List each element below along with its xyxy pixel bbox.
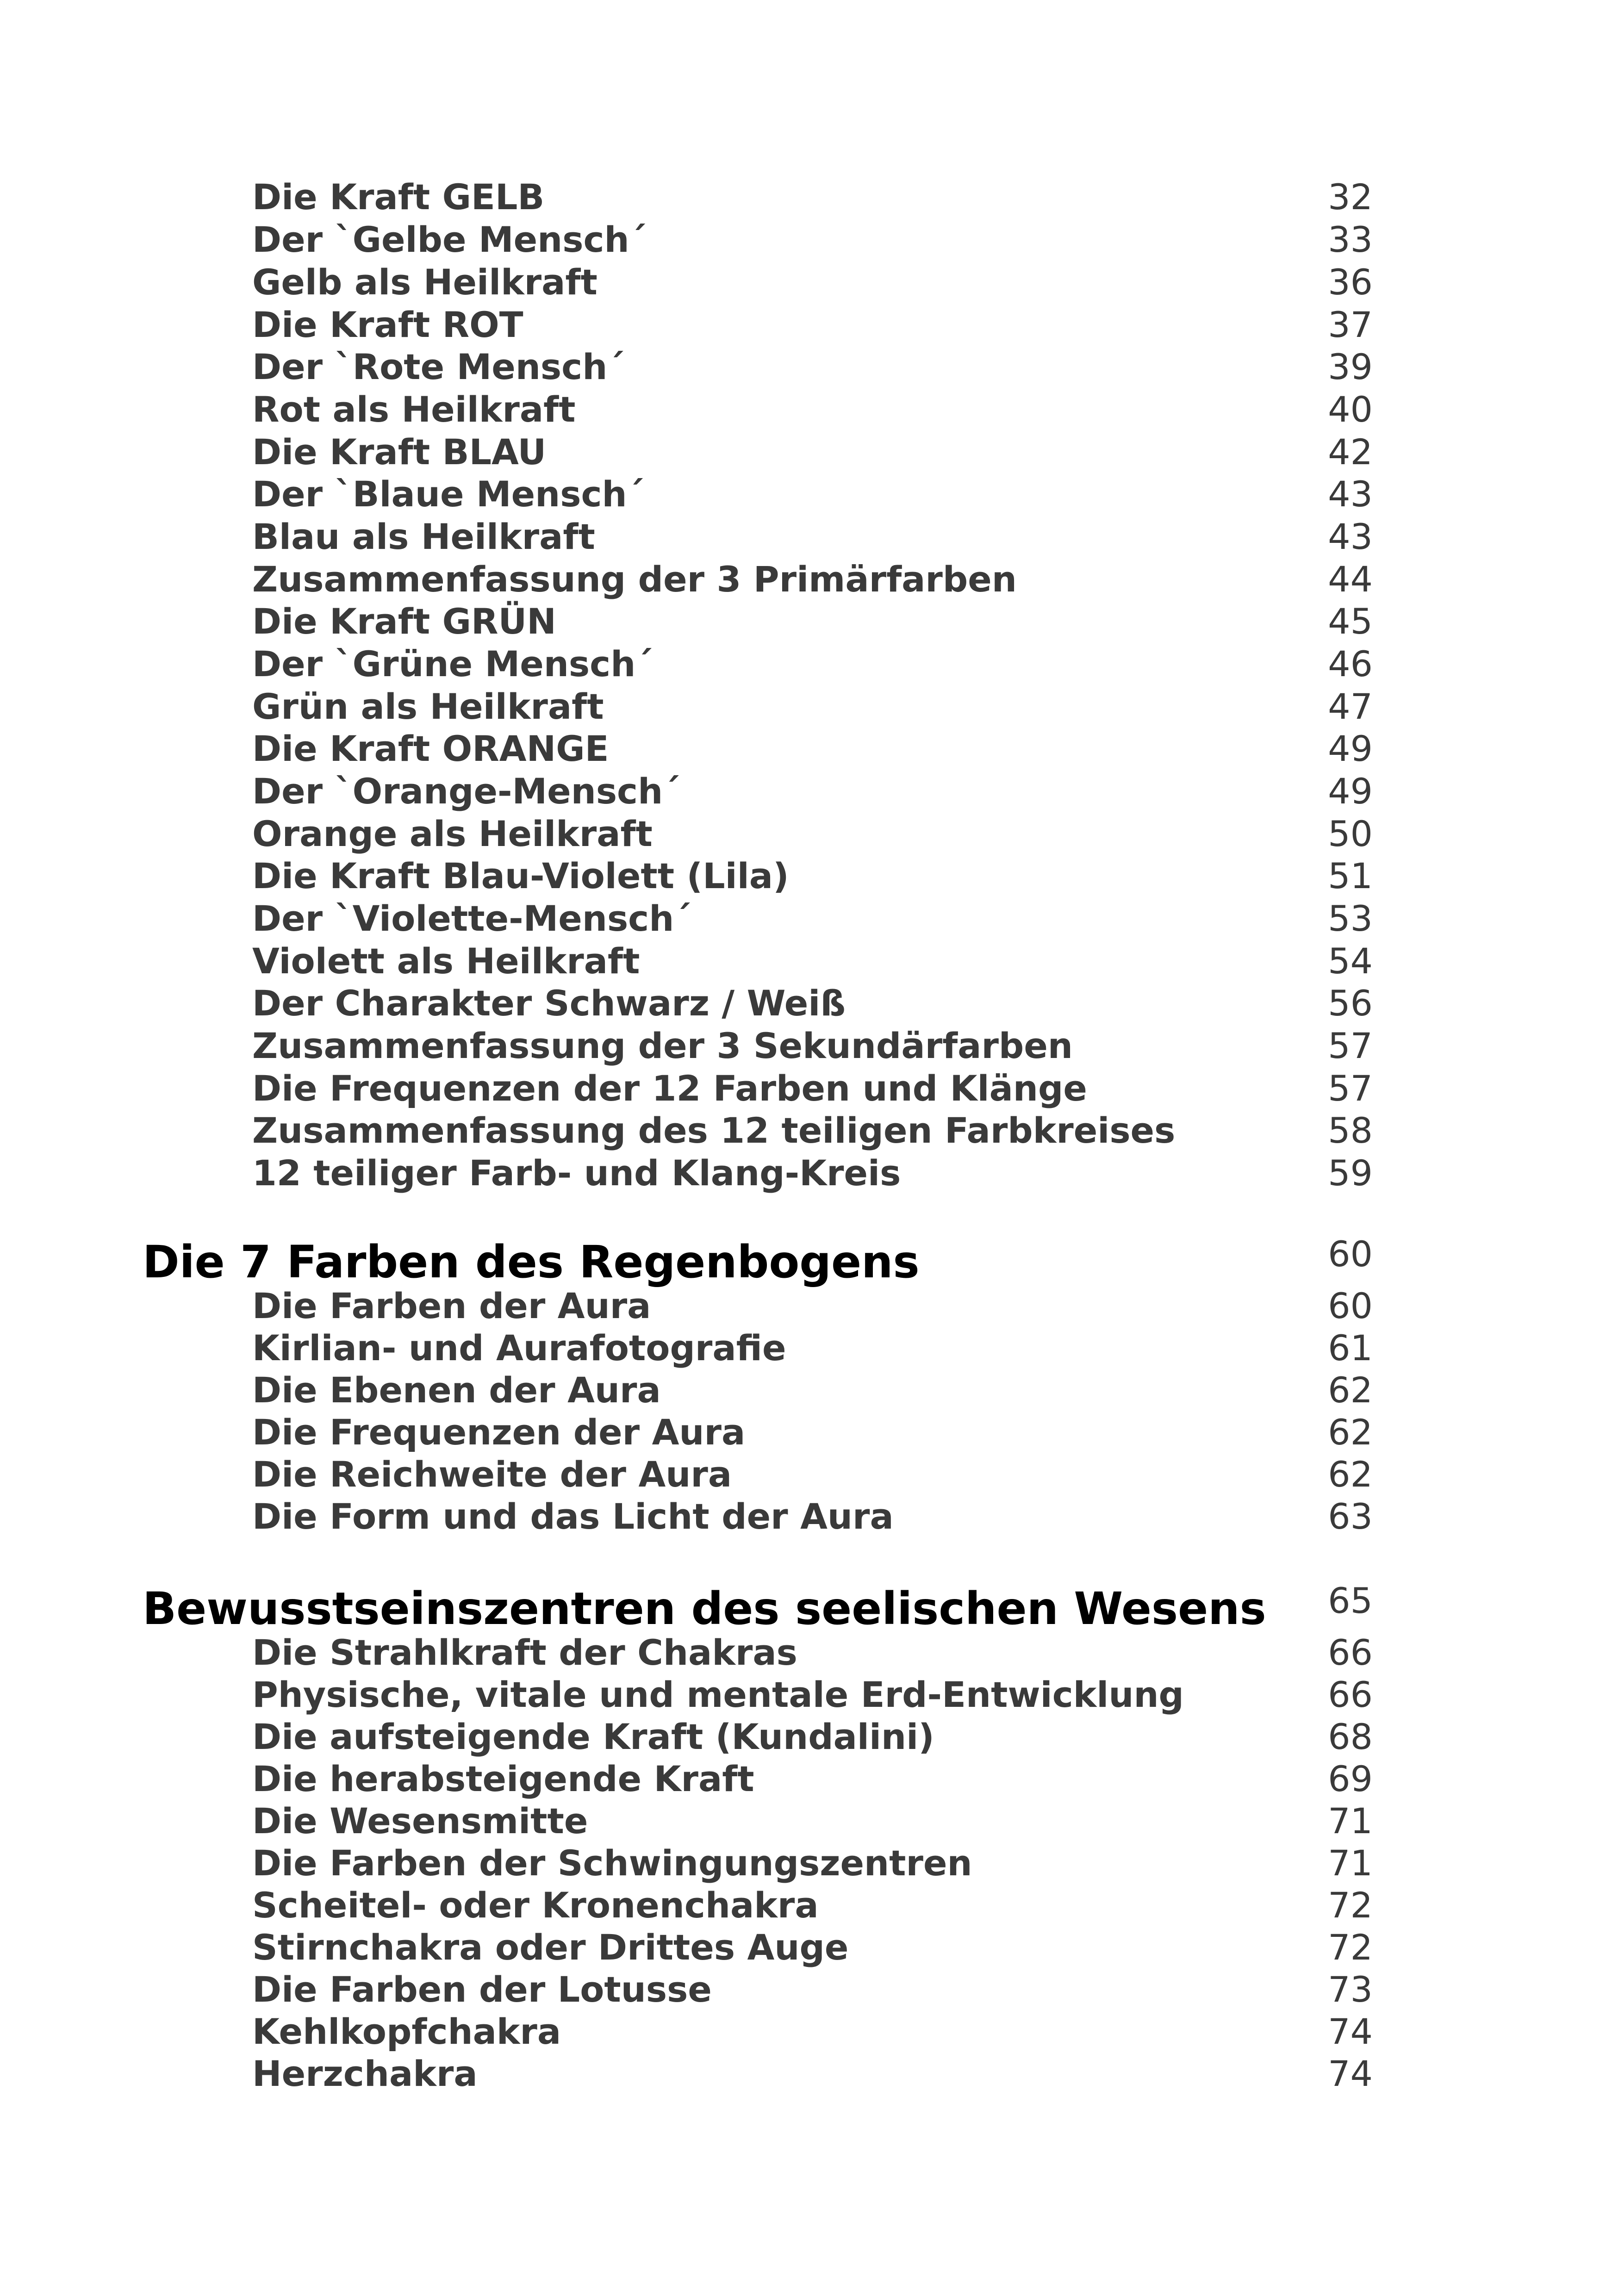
- toc-entry-title: Zusammenfassung der 3 Sekundärfarben: [252, 1025, 1073, 1066]
- toc-entry[interactable]: [0, 813, 1618, 855]
- toc-entry-title: Der Charakter Schwarz / Weiß: [252, 983, 846, 1024]
- toc-entry-title: Physische, vitale und mentale Erd-Entwicklung: [252, 1674, 1184, 1715]
- toc-entry-title: Die Farben der Aura: [252, 1285, 651, 1326]
- toc-entry-page: 58: [1328, 1110, 1373, 1151]
- toc-entry[interactable]: [0, 558, 1618, 601]
- toc-entry-title: Die Farben der Schwingungszentren: [252, 1842, 972, 1884]
- toc-entry-page: 62: [1328, 1454, 1373, 1495]
- toc-entry[interactable]: [0, 1926, 1618, 1969]
- toc-entry[interactable]: [0, 1369, 1618, 1412]
- toc-section-title: Die 7 Farben des Regenbogens: [143, 1236, 920, 1288]
- toc-entry-page: 72: [1328, 1885, 1373, 1926]
- toc-entry[interactable]: [0, 388, 1618, 431]
- toc-section-heading[interactable]: [0, 1233, 1618, 1288]
- toc-entry[interactable]: [0, 982, 1618, 1025]
- toc-entry[interactable]: [0, 600, 1618, 643]
- toc-entry-title: Gelb als Heilkraft: [252, 261, 597, 303]
- toc-entry[interactable]: [0, 1631, 1618, 1674]
- toc-entry-page: 39: [1328, 346, 1373, 387]
- toc-entry-title: Die Kraft ORANGE: [252, 728, 609, 769]
- toc-entry[interactable]: [0, 473, 1618, 516]
- toc-entry-title: Scheitel- oder Kronenchakra: [252, 1885, 819, 1926]
- toc-entry[interactable]: [0, 2010, 1618, 2053]
- toc-entry[interactable]: [0, 516, 1618, 558]
- toc-entry[interactable]: [0, 685, 1618, 728]
- toc-section-page: 60: [1328, 1233, 1373, 1275]
- toc-entry[interactable]: [0, 261, 1618, 304]
- toc-entry-page: 66: [1328, 1632, 1373, 1673]
- toc-entry-title: Die Kraft ROT: [252, 304, 523, 345]
- toc-entry[interactable]: [0, 940, 1618, 983]
- toc-entry-page: 60: [1328, 1285, 1373, 1326]
- toc-entry-title: Die Frequenzen der 12 Farben und Klänge: [252, 1068, 1087, 1109]
- toc-entry-page: 40: [1328, 389, 1373, 430]
- toc-entry[interactable]: [0, 176, 1618, 218]
- toc-entry-page: 42: [1328, 431, 1373, 473]
- toc-entry-page: 62: [1328, 1369, 1373, 1411]
- toc-entry-title: Kehlkopfchakra: [252, 2011, 561, 2052]
- toc-entry[interactable]: [0, 1495, 1618, 1538]
- toc-entry-title: Violett als Heilkraft: [252, 940, 640, 982]
- toc-entry-page: 74: [1328, 2053, 1373, 2094]
- toc-entry-title: Kirlian- und Aurafotografie: [252, 1327, 786, 1369]
- toc-entry-page: 71: [1328, 1842, 1373, 1884]
- toc-entry-page: 61: [1328, 1327, 1373, 1369]
- toc-entry[interactable]: [0, 643, 1618, 685]
- toc-entry-title: Zusammenfassung der 3 Primärfarben: [252, 559, 1017, 600]
- toc-entry-page: 32: [1328, 176, 1373, 218]
- toc-entry-page: 54: [1328, 940, 1373, 982]
- toc-entry-page: 43: [1328, 473, 1373, 515]
- toc-entry[interactable]: [0, 770, 1618, 813]
- toc-entry[interactable]: [0, 304, 1618, 346]
- toc-entry-title: Die Form und das Licht der Aura: [252, 1496, 894, 1537]
- toc-entry[interactable]: [0, 728, 1618, 770]
- toc-entry[interactable]: [0, 1453, 1618, 1496]
- toc-entry-title: 12 teiliger Farb- und Klang-Kreis: [252, 1152, 901, 1194]
- toc-entry-page: 51: [1328, 855, 1373, 896]
- toc-entry-page: 68: [1328, 1716, 1373, 1757]
- toc-entry[interactable]: [0, 1152, 1618, 1195]
- toc-entry-page: 59: [1328, 1152, 1373, 1194]
- toc-entry-page: 74: [1328, 2011, 1373, 2052]
- toc-entry-title: Die Reichweite der Aura: [252, 1454, 732, 1495]
- toc-entry-page: 57: [1328, 1068, 1373, 1109]
- toc-entry-page: 33: [1328, 219, 1373, 260]
- toc-entry-page: 73: [1328, 1969, 1373, 2010]
- toc-entry-title: Die herabsteigende Kraft: [252, 1758, 754, 1799]
- toc-entry-page: 56: [1328, 983, 1373, 1024]
- toc-entry-title: Orange als Heilkraft: [252, 813, 653, 854]
- toc-entry-title: Die Frequenzen der Aura: [252, 1412, 746, 1453]
- toc-entry-page: 47: [1328, 686, 1373, 727]
- toc-entry-title: Die Wesensmitte: [252, 1800, 588, 1842]
- toc-entry[interactable]: [0, 897, 1618, 940]
- toc-entry[interactable]: [0, 1411, 1618, 1454]
- toc-entry[interactable]: [0, 1285, 1618, 1327]
- toc-entry-title: Die Farben der Lotusse: [252, 1969, 712, 2010]
- toc-entry[interactable]: [0, 1716, 1618, 1758]
- toc-entry-title: Der `Blaue Mensch´: [252, 473, 645, 515]
- toc-entry-title: Der `Violette-Mensch´: [252, 898, 692, 939]
- toc-entry-page: 46: [1328, 643, 1373, 684]
- toc-entry-page: 57: [1328, 1025, 1373, 1066]
- toc-entry-page: 43: [1328, 516, 1373, 557]
- toc-entry[interactable]: [0, 1884, 1618, 1927]
- toc-entry-title: Die Kraft BLAU: [252, 431, 547, 473]
- toc-entry-page: 62: [1328, 1412, 1373, 1453]
- toc-entry-title: Stirnchakra oder Drittes Auge: [252, 1927, 849, 1968]
- toc-entry[interactable]: [0, 1025, 1618, 1067]
- toc-entry[interactable]: [0, 346, 1618, 388]
- toc-entry-page: 66: [1328, 1674, 1373, 1715]
- toc-entry[interactable]: [0, 1674, 1618, 1716]
- toc-entry-page: 72: [1328, 1927, 1373, 1968]
- toc-entry[interactable]: [0, 1109, 1618, 1152]
- toc-entry[interactable]: [0, 1968, 1618, 2011]
- toc-section-title: Bewusstseinszentren des seelischen Wesens: [143, 1583, 1266, 1635]
- toc-entry-title: Die Kraft GRÜN: [252, 601, 556, 642]
- toc-entry-page: 37: [1328, 304, 1373, 345]
- toc-entry-title: Der `Orange-Mensch´: [252, 771, 681, 812]
- toc-entry-page: 36: [1328, 261, 1373, 303]
- toc-entry-page: 53: [1328, 898, 1373, 939]
- toc-entry-title: Rot als Heilkraft: [252, 389, 576, 430]
- toc-entry-title: Der `Grüne Mensch´: [252, 643, 653, 684]
- toc-entry-page: 45: [1328, 601, 1373, 642]
- toc-entry-page: 50: [1328, 813, 1373, 854]
- toc-entry-title: Die Strahlkraft der Chakras: [252, 1632, 797, 1673]
- toc-entry-page: 44: [1328, 559, 1373, 600]
- toc-entry-page: 69: [1328, 1758, 1373, 1799]
- toc-entry[interactable]: [0, 1842, 1618, 1885]
- toc-entry-title: Die Ebenen der Aura: [252, 1369, 661, 1411]
- toc-entry[interactable]: [0, 1758, 1618, 1800]
- toc-entry-title: Zusammenfassung des 12 teiligen Farbkreises: [252, 1110, 1176, 1151]
- toc-entry-page: 63: [1328, 1496, 1373, 1537]
- toc-entry[interactable]: [0, 1800, 1618, 1842]
- toc-entry-page: 49: [1328, 771, 1373, 812]
- toc-entry[interactable]: [0, 218, 1618, 261]
- toc-section-page: 65: [1328, 1580, 1373, 1621]
- toc-entry-title: Herzchakra: [252, 2053, 478, 2094]
- toc-entry[interactable]: [0, 2053, 1618, 2095]
- toc-section-heading[interactable]: [0, 1580, 1618, 1635]
- toc-entry[interactable]: [0, 1327, 1618, 1369]
- toc-entry-title: Die aufsteigende Kraft (Kundalini): [252, 1716, 934, 1757]
- toc-entry[interactable]: [0, 431, 1618, 473]
- toc-entry[interactable]: [0, 1067, 1618, 1110]
- toc-entry[interactable]: [0, 855, 1618, 897]
- toc-entry-title: Die Kraft Blau-Violett (Lila): [252, 855, 789, 896]
- toc-entry-title: Die Kraft GELB: [252, 176, 545, 218]
- toc-entry-page: 71: [1328, 1800, 1373, 1842]
- toc-entry-title: Grün als Heilkraft: [252, 686, 604, 727]
- toc-entry-title: Der `Gelbe Mensch´: [252, 219, 647, 260]
- toc-entry-title: Blau als Heilkraft: [252, 516, 595, 557]
- toc-entry-title: Der `Rote Mensch´: [252, 346, 625, 387]
- toc-entry-page: 49: [1328, 728, 1373, 769]
